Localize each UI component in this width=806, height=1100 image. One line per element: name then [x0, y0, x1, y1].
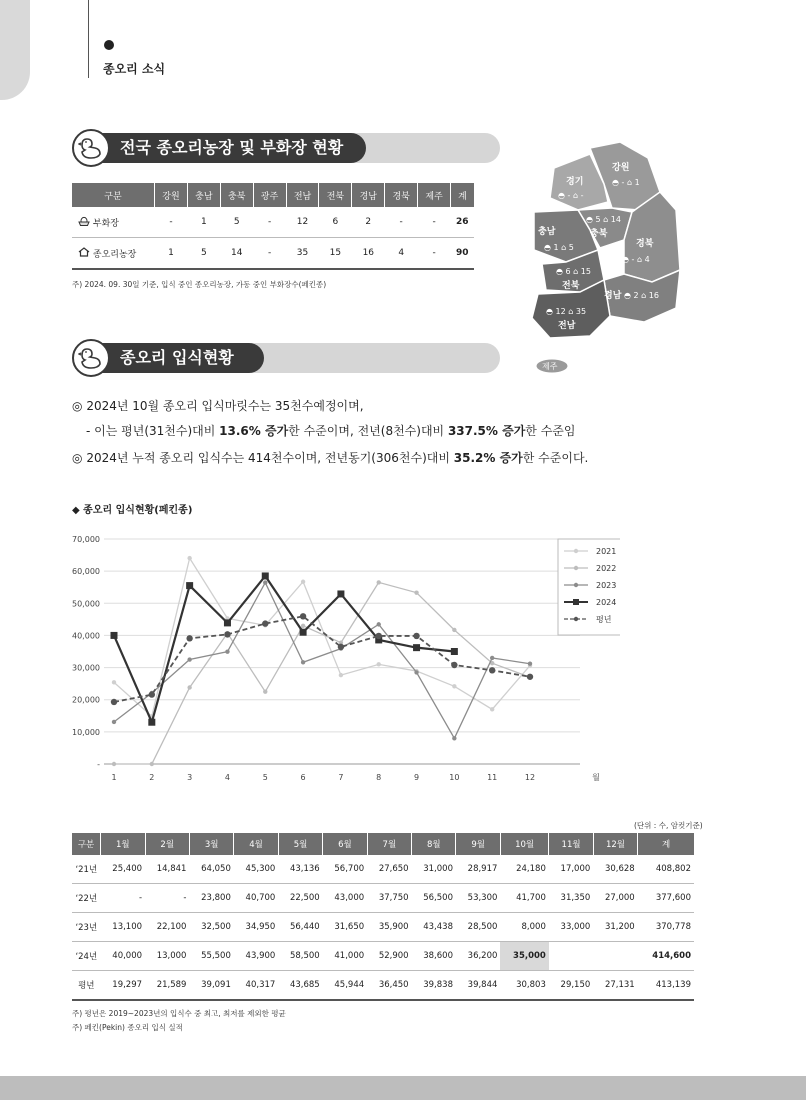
- data-point: [337, 590, 344, 597]
- column-header: 5월: [278, 833, 322, 855]
- map-label-jeonbuk: 전북: [562, 281, 580, 291]
- table-cell: 43,438: [412, 913, 456, 942]
- x-tick-label: 6: [300, 773, 306, 782]
- duck-icon: [72, 339, 110, 377]
- table-cell: 414,600: [638, 942, 694, 971]
- table-cell: 43,000: [323, 884, 367, 913]
- data-point: [187, 556, 191, 560]
- data-point: [187, 685, 191, 689]
- data-point: [186, 582, 193, 589]
- table-cell: 22,100: [145, 913, 189, 942]
- data-point: [527, 674, 533, 680]
- table-cell: 39,844: [456, 971, 500, 1001]
- table-cell: -: [155, 207, 188, 238]
- column-header: 계: [638, 833, 694, 855]
- table-row: [72, 971, 694, 1001]
- x-tick-label: 11: [487, 773, 498, 782]
- table-cell: 14: [220, 238, 253, 270]
- table-cell: 27,131: [593, 971, 637, 1001]
- table-cell: 21,589: [145, 971, 189, 1001]
- column-header: 8월: [412, 833, 456, 855]
- legend-marker: [574, 583, 578, 587]
- data-point: [414, 670, 418, 674]
- table-row: [72, 913, 694, 942]
- table-cell: 43,136: [278, 855, 322, 884]
- table-cell: 28,500: [456, 913, 500, 942]
- table-cell: 43,900: [234, 942, 278, 971]
- monthly-stocking-table: [72, 833, 694, 1001]
- x-tick-label: 3: [187, 773, 193, 782]
- data-point: [490, 656, 494, 660]
- data-point: [377, 580, 381, 584]
- column-header: 충남: [187, 183, 220, 207]
- table-cell: 8,000: [500, 913, 548, 942]
- data-point: [301, 624, 305, 628]
- table-cell: 35,000: [500, 942, 548, 971]
- data-point: [225, 649, 229, 653]
- table-cell: 40,700: [234, 884, 278, 913]
- data-point: [150, 762, 154, 766]
- x-tick-label: 9: [413, 773, 420, 782]
- section1-title: 전국 종오리농장 및 부화장 현황: [74, 133, 366, 163]
- header-dot: [104, 40, 114, 50]
- table-cell: 41,700: [500, 884, 548, 913]
- data-point: [301, 660, 305, 664]
- table-cell: 36,200: [456, 942, 500, 971]
- data-point: [112, 680, 116, 684]
- table-cell: 41,000: [323, 942, 367, 971]
- data-point: [339, 673, 343, 677]
- column-header: 전북: [319, 183, 352, 207]
- table-cell: 30,803: [500, 971, 548, 1001]
- data-point: [186, 635, 192, 641]
- data-point: [452, 684, 456, 688]
- table-cell: [593, 942, 637, 971]
- table-cell: -: [101, 884, 145, 913]
- table-cell: 12: [286, 207, 319, 238]
- data-point: [528, 662, 532, 666]
- series-line-2024: [114, 576, 454, 722]
- data-point: [452, 628, 456, 632]
- table-cell: 39,091: [189, 971, 233, 1001]
- map-value-gyeongnam: ◓ 2 ⌂ 16: [624, 291, 659, 300]
- column-header: 구분: [72, 183, 155, 207]
- column-header: 충북: [220, 183, 253, 207]
- table-cell: 35: [286, 238, 319, 270]
- chart-title: ◆ 종오리 입식현황(페킨종): [72, 505, 193, 516]
- farm-house-icon: [78, 250, 93, 260]
- x-tick-label: 10: [449, 773, 460, 782]
- column-header: 4월: [234, 833, 278, 855]
- row-label: 평년: [72, 971, 101, 1001]
- x-tick-label: 5: [262, 773, 268, 782]
- series-line-2022: [114, 582, 530, 764]
- column-header: 경남: [352, 183, 385, 207]
- side-tab: [0, 0, 30, 100]
- bullet-2: - 이는 평년(31천수)대비 13.6% 증가한 수준이며, 전년(8천수)대비 337.5% 증가한 수준임: [86, 424, 576, 438]
- table-row: [72, 238, 474, 270]
- y-tick-label: 10,000: [72, 727, 100, 737]
- table-cell: 36,450: [367, 971, 411, 1001]
- map-label-jeonnam: 전남: [558, 321, 576, 331]
- table-header-row: [72, 183, 474, 207]
- map-label-gyeongnam: 경남: [604, 291, 622, 301]
- table-cell: 53,300: [456, 884, 500, 913]
- y-tick-label: 30,000: [72, 663, 100, 673]
- table-cell: 6: [319, 207, 352, 238]
- data-point: [300, 613, 306, 619]
- map-value-chungbuk: ◓ 5 ⌂ 14: [586, 215, 621, 224]
- column-header: 제주: [418, 183, 451, 207]
- footer-bar: [0, 1076, 806, 1100]
- map-value-gyeonggi: ◓ - ⌂ -: [558, 191, 584, 200]
- table-cell: -: [253, 238, 286, 270]
- data-point: [301, 580, 305, 584]
- header-kicker: 종오리 소식: [103, 62, 166, 76]
- table-cell: 14,841: [145, 855, 189, 884]
- table-cell: 27,000: [593, 884, 637, 913]
- data-point: [148, 719, 155, 726]
- table-cell: 1: [187, 207, 220, 238]
- table-cell: 28,917: [456, 855, 500, 884]
- table-cell: 13,000: [145, 942, 189, 971]
- table-cell: 5: [187, 238, 220, 270]
- data-point: [338, 644, 344, 650]
- column-header: 7월: [367, 833, 411, 855]
- legend-marker: [573, 599, 579, 605]
- table-row: [72, 855, 694, 884]
- map-value-gyeongbuk: ◓ - ⌂ 4: [622, 255, 650, 264]
- legend-marker: [574, 566, 578, 570]
- column-header: 9월: [456, 833, 500, 855]
- data-point: [489, 667, 495, 673]
- table-cell: -: [418, 207, 451, 238]
- x-tick-label: 1: [111, 773, 117, 782]
- korea-map: [520, 140, 690, 380]
- table-cell: 55,500: [189, 942, 233, 971]
- column-header: 광주: [253, 183, 286, 207]
- table-cell: 37,750: [367, 884, 411, 913]
- x-tick-label: 12: [524, 773, 536, 782]
- table-cell: 4: [385, 238, 418, 270]
- table-cell: 29,150: [549, 971, 593, 1001]
- column-header: 구분: [72, 833, 101, 855]
- table-cell: 25,400: [101, 855, 145, 884]
- table-cell: 370,778: [638, 913, 694, 942]
- map-value-chungnam: ◓ 1 ⌂ 5: [544, 243, 574, 252]
- table-cell: 56,700: [323, 855, 367, 884]
- table-cell: 39,838: [412, 971, 456, 1001]
- data-point: [490, 707, 494, 711]
- column-header: 6월: [323, 833, 367, 855]
- map-value-jeonnam: ◓ 12 ⌂ 35: [546, 307, 587, 316]
- table-cell: 40,000: [101, 942, 145, 971]
- table-cell: 52,900: [367, 942, 411, 971]
- data-point: [112, 720, 116, 724]
- map-label-gyeongbuk: 경북: [636, 239, 654, 249]
- column-header: 3월: [189, 833, 233, 855]
- row-label: ‘23년: [72, 913, 101, 942]
- y-tick-label: 20,000: [72, 695, 100, 705]
- table-cell: 30,628: [593, 855, 637, 884]
- table-cell: 40,317: [234, 971, 278, 1001]
- data-point: [112, 762, 116, 766]
- row-label: 종오리농장: [72, 238, 155, 270]
- table2-unit: (단위 : 수, 암컷기준): [634, 821, 703, 830]
- row-label: ‘22년: [72, 884, 101, 913]
- table2-note-1: 주) 평년은 2019~2023년의 입식수 중 최고, 최저를 제외한 평균: [72, 1009, 286, 1018]
- y-tick-label: 50,000: [72, 599, 100, 609]
- data-point: [451, 648, 458, 655]
- table-cell: 56,440: [278, 913, 322, 942]
- table-cell: 413,139: [638, 971, 694, 1001]
- data-point: [224, 631, 230, 637]
- table-header-row: [72, 833, 694, 855]
- column-header: 1월: [101, 833, 145, 855]
- table-cell: 31,000: [412, 855, 456, 884]
- legend-marker: [574, 549, 578, 553]
- table-cell: 19,297: [101, 971, 145, 1001]
- data-point: [263, 689, 267, 693]
- data-point: [262, 620, 268, 626]
- farm-status-table: [72, 183, 474, 270]
- table-cell: 45,944: [323, 971, 367, 1001]
- header-divider: [88, 0, 89, 78]
- map-label-gangwon: 강원: [612, 163, 630, 173]
- table-cell: 45,300: [234, 855, 278, 884]
- table-cell: [549, 942, 593, 971]
- table-cell: 1: [155, 238, 188, 270]
- legend-label: 평년: [596, 615, 612, 624]
- y-tick-label: 40,000: [72, 631, 100, 641]
- data-point: [377, 662, 381, 666]
- map-value-gangwon: ◓ - ⌂ 1: [612, 178, 640, 187]
- column-header: 11월: [549, 833, 593, 855]
- table-cell: 13,100: [101, 913, 145, 942]
- map-label-chungnam: 충남: [538, 227, 556, 237]
- row-label: ‘21년: [72, 855, 101, 884]
- table-cell: 408,802: [638, 855, 694, 884]
- data-point: [414, 590, 418, 594]
- table-cell: 17,000: [549, 855, 593, 884]
- data-point: [376, 633, 382, 639]
- table-cell: 33,000: [549, 913, 593, 942]
- table-cell: 31,200: [593, 913, 637, 942]
- table-cell: 43,685: [278, 971, 322, 1001]
- table-cell: 377,600: [638, 884, 694, 913]
- map-label-chungbuk: 충북: [590, 229, 608, 239]
- table-row: [72, 942, 694, 971]
- hatchery-icon: [78, 219, 93, 229]
- column-header: 경북: [385, 183, 418, 207]
- table-cell: -: [385, 207, 418, 238]
- table2-note-2: 주) 페킨(Pekin) 종오리 입식 실적: [72, 1023, 183, 1032]
- row-label: 부화장: [72, 207, 155, 238]
- bullet-1: ◎ 2024년 10월 종오리 입식마릿수는 35천수예정이며,: [72, 399, 364, 413]
- data-point: [300, 629, 307, 636]
- data-point: [263, 580, 267, 584]
- row-label: ‘24년: [72, 942, 101, 971]
- table-cell: 16: [352, 238, 385, 270]
- duck-icon: [72, 129, 110, 167]
- legend-label: 2022: [596, 564, 617, 573]
- data-point: [187, 657, 191, 661]
- table-row: [72, 884, 694, 913]
- data-point: [413, 633, 419, 639]
- legend-label: 2024: [596, 598, 617, 607]
- y-tick-label: -: [97, 760, 100, 769]
- map-value-jeonbuk: ◓ 6 ⌂ 15: [556, 267, 591, 276]
- data-point: [452, 736, 456, 740]
- column-header: 2월: [145, 833, 189, 855]
- column-header: 전남: [286, 183, 319, 207]
- table-cell: 64,050: [189, 855, 233, 884]
- column-header: 계: [451, 183, 474, 207]
- data-point: [149, 691, 155, 697]
- data-point: [224, 619, 231, 626]
- table-cell: -: [418, 238, 451, 270]
- legend-label: 2023: [596, 581, 617, 590]
- legend-label: 2021: [596, 547, 617, 556]
- x-tick-label: 2: [149, 773, 155, 782]
- column-header: 12월: [593, 833, 637, 855]
- data-point: [413, 644, 420, 651]
- data-point: [262, 572, 269, 579]
- x-axis-label: 월: [592, 773, 600, 782]
- data-point: [377, 622, 381, 626]
- table-cell: -: [145, 884, 189, 913]
- section2-title: 종오리 입식현황: [74, 343, 264, 373]
- x-tick-label: 4: [224, 773, 231, 782]
- column-header: 강원: [155, 183, 188, 207]
- data-point: [111, 632, 118, 639]
- x-tick-label: 7: [338, 773, 344, 782]
- table-cell: 38,600: [412, 942, 456, 971]
- map-label-jeju: 제주: [542, 362, 558, 371]
- legend-marker: [574, 617, 578, 621]
- data-point: [111, 699, 117, 705]
- table-row: [72, 207, 474, 238]
- table-cell: 56,500: [412, 884, 456, 913]
- data-point: [451, 662, 457, 668]
- map-label-gyeonggi: 경기: [566, 177, 584, 187]
- table-total: 90: [451, 238, 474, 270]
- table-cell: 31,350: [549, 884, 593, 913]
- table-cell: 31,650: [323, 913, 367, 942]
- table-total: 26: [451, 207, 474, 238]
- table1-note: 주) 2024. 09. 30일 기준, 입식 중인 종오리농장, 가동 중인 부화장수(페킨종): [72, 280, 327, 289]
- column-header: 10월: [500, 833, 548, 855]
- y-tick-label: 60,000: [72, 567, 100, 577]
- table-cell: 32,500: [189, 913, 233, 942]
- x-tick-label: 8: [376, 773, 382, 782]
- table-cell: -: [253, 207, 286, 238]
- line-chart: [60, 525, 620, 785]
- table-cell: 5: [220, 207, 253, 238]
- table-cell: 34,950: [234, 913, 278, 942]
- table-cell: 15: [319, 238, 352, 270]
- table-cell: 2: [352, 207, 385, 238]
- table-cell: 58,500: [278, 942, 322, 971]
- table-cell: 24,180: [500, 855, 548, 884]
- y-tick-label: 70,000: [72, 535, 100, 544]
- table-cell: 23,800: [189, 884, 233, 913]
- bullet-3: ◎ 2024년 누적 종오리 입식수는 414천수이며, 전년동기(306천수)대비 35.2% 증가한 수준이다.: [72, 451, 589, 465]
- table-cell: 27,650: [367, 855, 411, 884]
- table-cell: 35,900: [367, 913, 411, 942]
- table-cell: 22,500: [278, 884, 322, 913]
